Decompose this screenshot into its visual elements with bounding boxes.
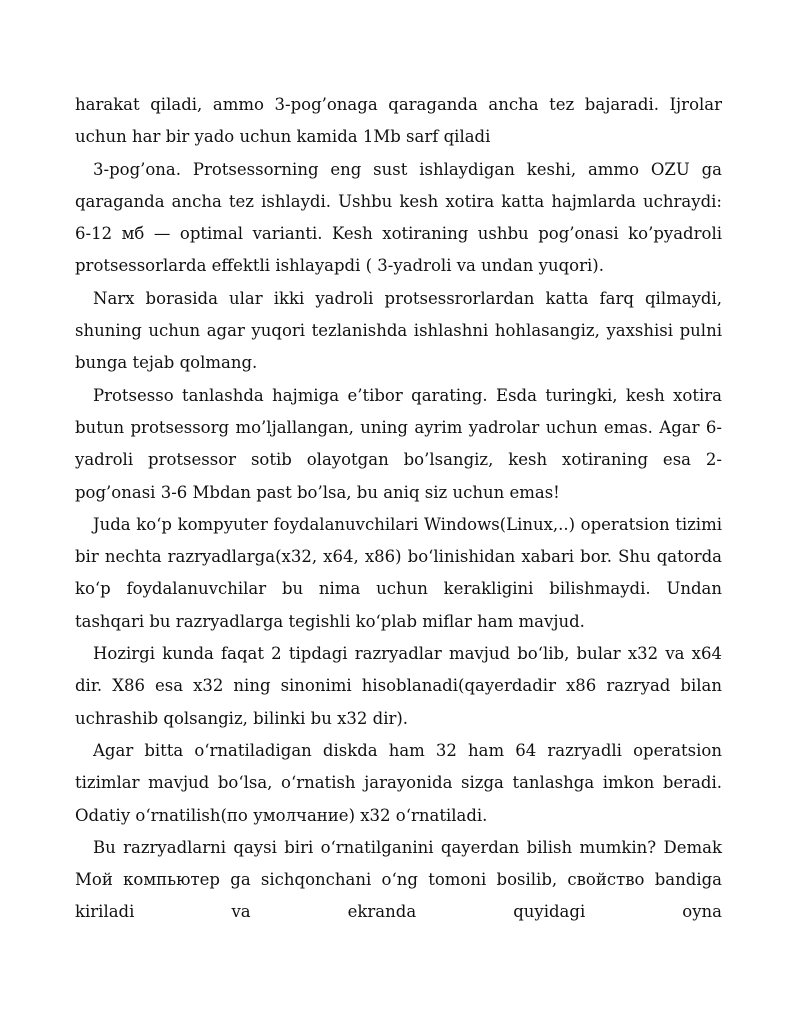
paragraph-bitness-types: Hozirgi kunda faqat 2 tipdagi razryadlar mavjud bo‘lib, bular x32 va x64 dir. X86 esa x32 ning sinonimi hisoblanadi(qayerdadir x86 razryad bilan uchrashib qolsangiz, bilinki bu x32 dir). [75,644,722,728]
document-page [75,89,722,929]
paragraph-price: Narx borasida ular ikki yadroli protsessrorlardan katta farq qilmaydi, shuning uchun agar yuqori tezlanishda ishlashni hohlasangiz, yaxshisi pulni bunga tejab qolmang. [75,288,722,373]
paragraph-install-disk: Agar bitta o‘rnatiladigan diskda ham 32 ham 64 razryadli operatsion tizimlar mavjud bo‘lsa, o‘rnatish jarayonida sizga tanlashga imkon beradi. Odatiy o‘rnatilish(по умолчание) x32 o‘rnatiladi. [75,740,722,825]
paragraph-windows-bitness: Juda ko‘p kompyuter foydalanuvchilari Windows(Linux,..) operatsion tizimi bir nechta razryadlarga(x32, x64, x86) bo‘linishidan xabari bor. Shu qatorda ko‘p foydalanuvchilar bu nima uchun kerakligini bilishmaydi. Undan tashqari bu razryadlarga tegishli ko‘plab miflar ham mavjud. [75,514,722,631]
paragraph-cache-level-3: 3-pog’ona. Protsessorning eng sust ishlaydigan keshi, ammo OZU ga qaraganda ancha tez ishlaydi. Ushbu kesh xotira katta hajmlarda uchraydi: 6-12 мб — optimal varianti. Kesh xotiraning ushbu pog’onasi ko’pyadroli protsessorlarda effektli ishlayapdi ( 3-yadroli va undan yuqori). [75,159,722,276]
paragraph-how-to-check: Bu razryadlarni qaysi biri o‘rnatilganini qayerdan bilish mumkin? Demak Мой компьютер ga sichqonchani o‘ng tomoni bosilib, свойство bandiga kiriladi va ekranda quyidagi oyna [75,837,722,922]
paragraph-processor-choice: Protsesso tanlashda hajmiga e’tibor qarating. Esda turingki, kesh xotira butun protsessorg mo’ljallangan, uning ayrim yadrolar uchun emas. Agar 6-yadroli protsessor sotib olayotgan bo’lsangiz, kesh xotiraning esa 2-pog’onasi 3-6 Mbdan past bo’lsa, bu aniq siz uchun emas! [75,385,722,502]
paragraph-cache-level-2-end: harakat qiladi, ammo 3-pog’onaga qaraganda ancha tez bajaradi. Ijrolar uchun har bir yado uchun kamida 1Mb sarf qiladi [75,95,722,147]
